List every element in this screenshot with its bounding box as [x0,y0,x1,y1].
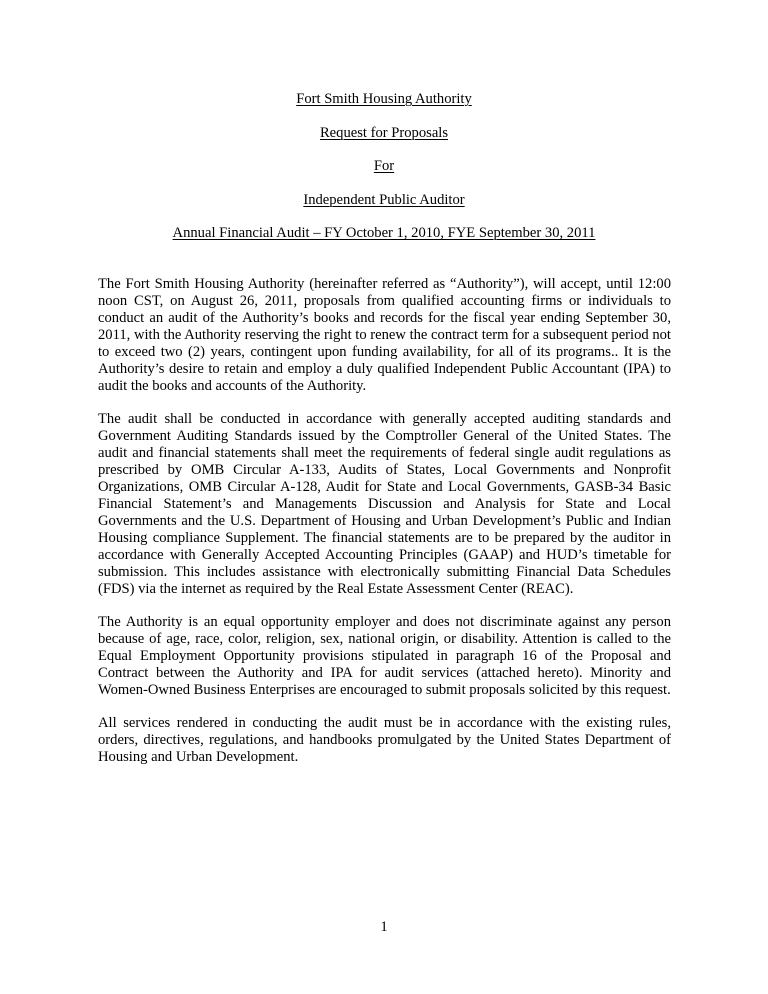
auditor-title: Independent Public Auditor [303,191,465,208]
paragraph-audit-standards: The audit shall be conducted in accordance with generally accepted auditing standards and Government Auditing Standards issued by the Comptroller General of the United States. The audit and financial statements shall meet the requirements of federal single audit regulations as prescribed by OMB Circular A-133, Audits of States, Local Governments and Nonprofit Organizations, OMB Circular A-128, Audit for State and Local Governments, GASB-34 Basic Financial Statement’s and Managements Discussion and Analysis for State and Local Governments and the U.S. Department of Housing and Urban Development’s Public and Indian Housing compliance Supplement. The financial statements are to be prepared by the auditor in accordance with Generally Accepted Accounting Principles (GAAP) and HUD’s timetable for submission. This includes assistance with electronically submitting Financial Data Schedules (FDS) via the internet as required by the Real Estate Assessment Center (REAC). [98,411,671,597]
audit-period-title: Annual Financial Audit – FY October 1, 2010, FYE September 30, 2011 [172,225,596,241]
organization-title: Fort Smith Housing Authority [296,91,472,107]
for-line: For [373,158,395,174]
page-number: 1 [380,919,388,935]
document-body [98,276,671,782]
paragraph-proposal-intro: The Fort Smith Housing Authority (hereinafter referred as “Authority”), will accept, until 12:00 noon CST, on August 26, 2011, proposals from qualified accounting firms or individuals to conduct an audit of the Authority’s books and records for the fiscal year ending September 30, 2011, with the Authority reserving the right to renew the contract term for a subsequent period not to exceed two (2) years, contingent upon funding availability, for all of its programs.. It is the Authority’s desire to retain and employ a duly qualified Independent Public Accountant (IPA) to audit the books and accounts of the Authority. [98,276,671,394]
rfp-title: Request for Proposals [319,124,449,141]
paragraph-equal-opportunity: The Authority is an equal opportunity employer and does not discriminate against any person because of age, race, color, religion, sex, national origin, or disability. Attention is called to the Equal Employment Opportunity provisions stipulated in paragraph 16 of the Proposal and Contract between the Authority and IPA for audit services (attached hereto). Minority and Women-Owned Business Enterprises are encouraged to submit proposals solicited by this request. [98,614,671,698]
paragraph-hud-compliance: All services rendered in conducting the audit must be in accordance with the existing rules, orders, directives, regulations, and handbooks promulgated by the United States Department of Housing and Urban Development. [98,715,671,765]
document-heading [0,91,768,259]
